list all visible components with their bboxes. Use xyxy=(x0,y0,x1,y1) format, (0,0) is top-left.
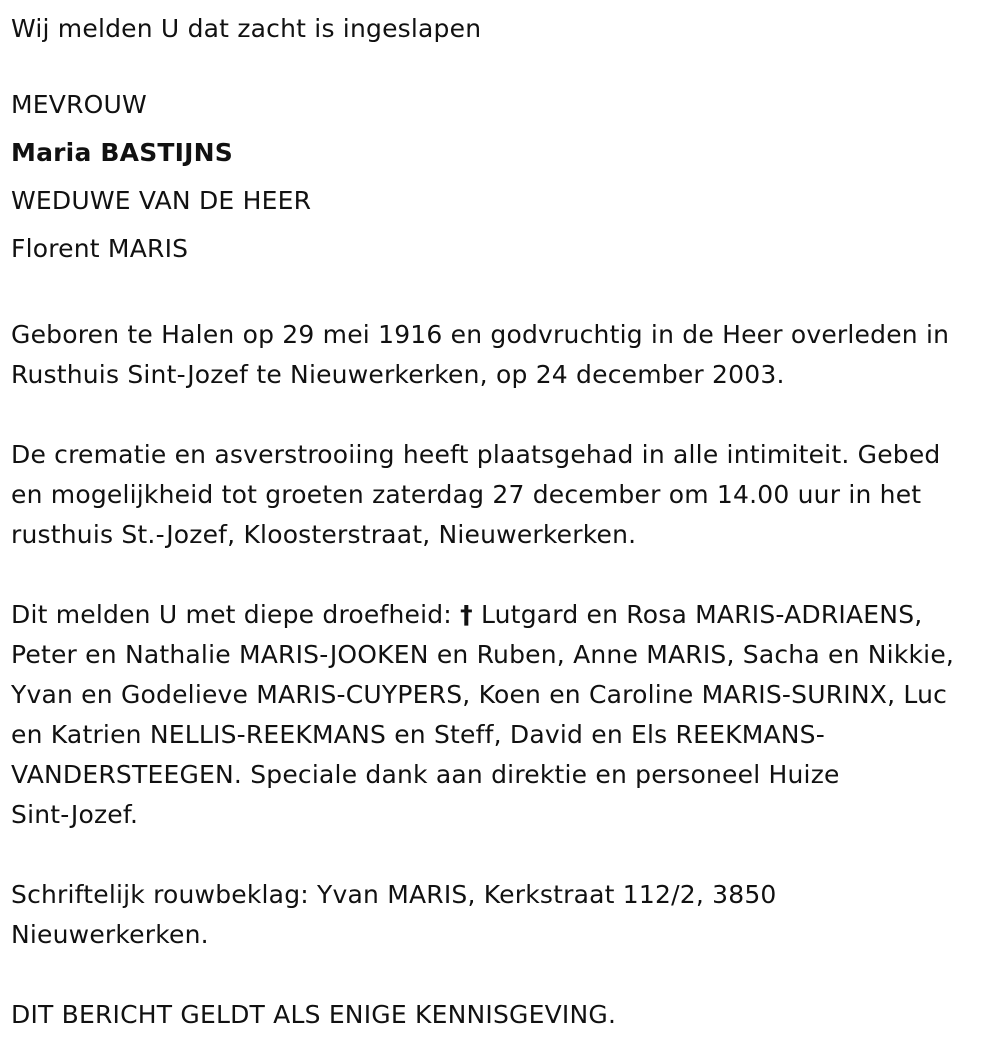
paragraph-line: Yvan en Godelieve MARIS-CUYPERS, Koen en Caroline MARIS-SURINX, Luc xyxy=(11,680,948,709)
paragraph-line: VANDERSTEEGEN. Speciale dank aan direktie en personeel Huize xyxy=(11,760,840,789)
paragraph-line: Peter en Nathalie MARIS-JOOKEN en Ruben, Anne MARIS, Sacha en Nikkie, xyxy=(11,640,955,669)
paragraph-line: rusthuis St.-Jozef, Kloosterstraat, Nieuwerkerken. xyxy=(11,520,637,549)
paragraph-line: Sint-Jozef. xyxy=(11,800,139,829)
paragraph-line: Schriftelijk rouwbeklag: Yvan MARIS, Kerkstraat 112/2, 3850 xyxy=(11,880,777,909)
family-first-line xyxy=(11,595,988,635)
deceased-name: Maria BASTIJNS xyxy=(11,138,234,167)
birth-death-paragraph xyxy=(11,315,988,395)
family-intro: Dit melden U met diepe droefheid: xyxy=(11,600,452,629)
opening-line: Wij melden U dat zacht is ingeslapen xyxy=(11,14,482,43)
paragraph-line: en mogelijkheid tot groeten zaterdag 27 december om 14.00 uur in het xyxy=(11,480,922,509)
name-block xyxy=(11,81,988,273)
paragraph-line: Nieuwerkerken. xyxy=(11,920,209,949)
family-first-line-rest: Lutgard en Rosa MARIS-ADRIAENS, xyxy=(480,600,923,629)
condolences-paragraph xyxy=(11,875,988,955)
closing-paragraph xyxy=(11,995,988,1035)
relation-line: WEDUWE VAN DE HEER xyxy=(11,186,312,215)
paragraph-line: en Katrien NELLIS-REEKMANS en Steff, David en Els REEKMANS- xyxy=(11,720,825,749)
cremation-paragraph xyxy=(11,435,988,555)
family-paragraph xyxy=(11,595,988,835)
title-line: MEVROUW xyxy=(11,90,147,119)
paragraph-line: Rusthuis Sint-Jozef te Nieuwerkerken, op 24 december 2003. xyxy=(11,360,785,389)
cross-icon: † xyxy=(460,600,473,629)
paragraph-line: Geboren te Halen op 29 mei 1916 en godvruchtig in de Heer overleden in xyxy=(11,320,950,349)
spouse-name: Florent MARIS xyxy=(11,234,189,263)
closing-line: DIT BERICHT GELDT ALS ENIGE KENNISGEVING. xyxy=(11,1000,617,1029)
paragraph-line: De crematie en asverstrooiing heeft plaatsgehad in alle intimiteit. Gebed xyxy=(11,440,941,469)
